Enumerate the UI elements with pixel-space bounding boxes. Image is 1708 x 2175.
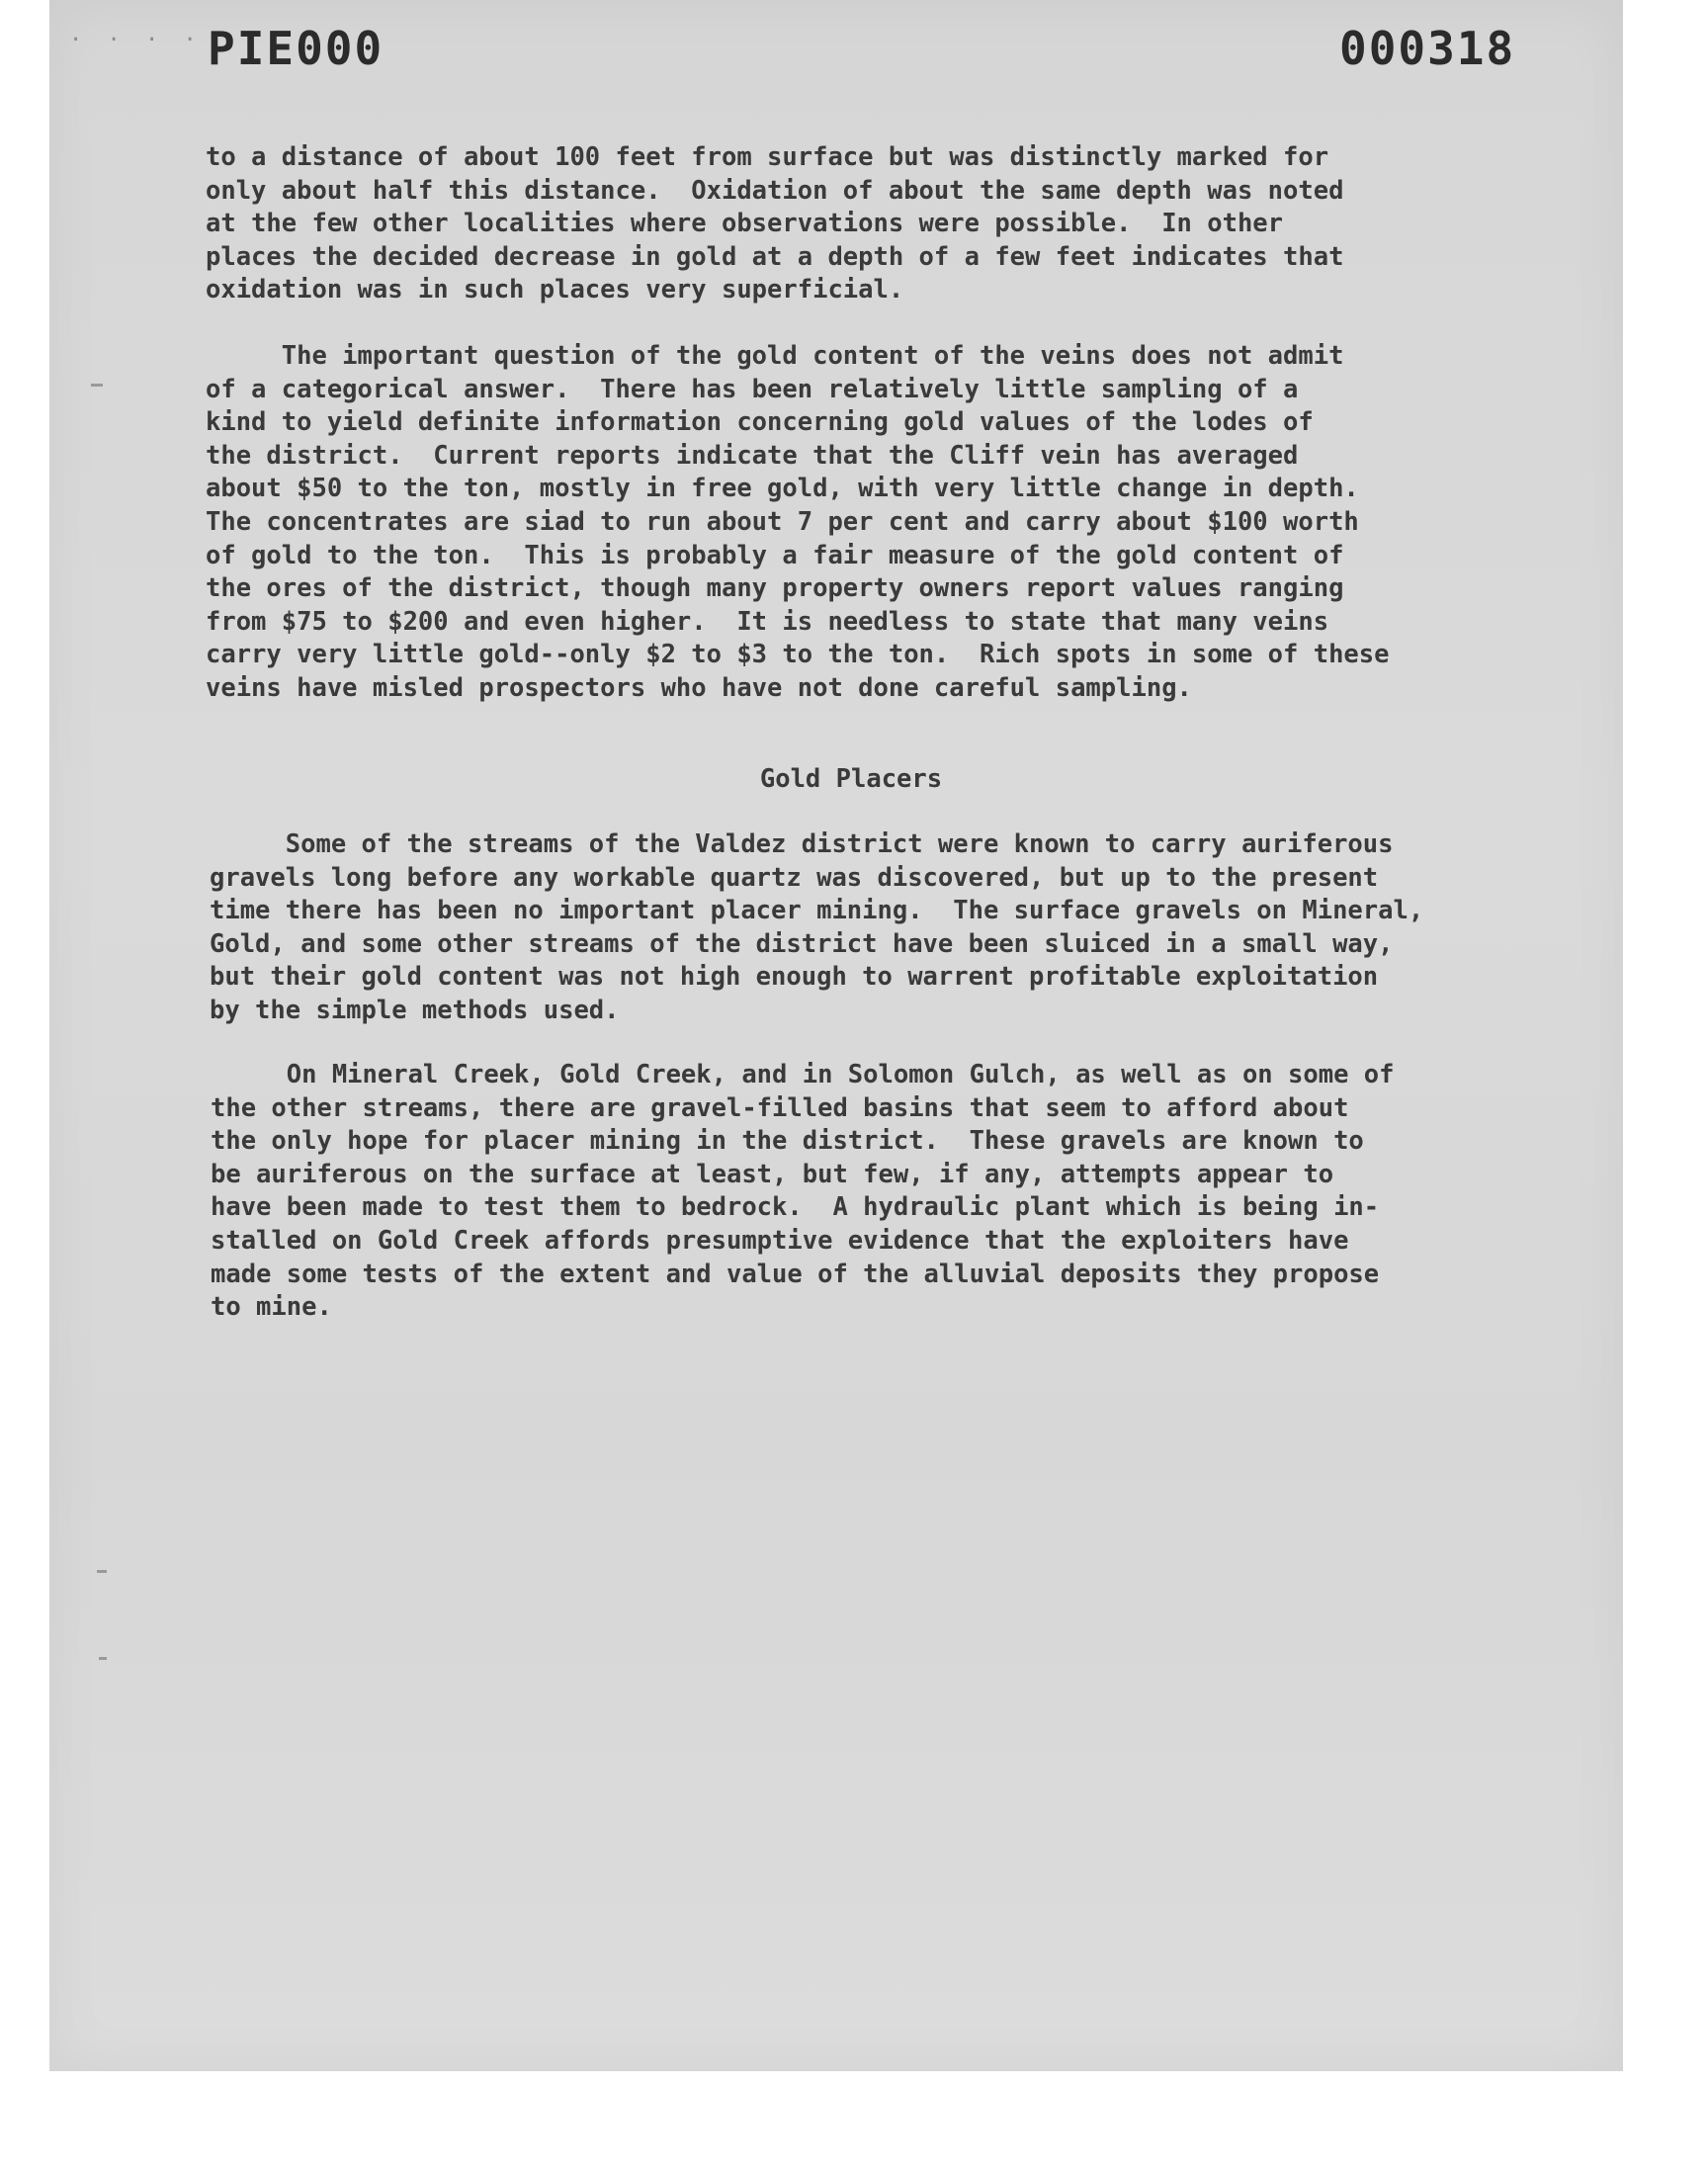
margin-mark xyxy=(97,1570,107,1573)
margin-mark xyxy=(91,384,103,387)
paragraph-oxidation: to a distance of about 100 feet from surface but was distinctly marked for only about half this distance. Oxidation of about the same depth was noted at the few other localities where observations were possible. In other places the decided decrease in gold at a depth of a few feet indicates that oxidation was in such places very superficial. xyxy=(206,142,1344,305)
paragraph-gravel-basins: On Mineral Creek, Gold Creek, and in Solomon Gulch, as well as on some of the other streams, there are gravel-filled basins that seem to afford about the only hope for placer mining in the district. These gravels are known to be auriferous on the surface at least, but few, if any, attempts appear to have been made to test them to bedrock. A hydraulic plant which is being in- stalled on Gold Creek affords presumptive evidence that the exploiters have made some tests of the extent and value of the alluvial deposits they propose to mine. xyxy=(211,1060,1395,1323)
margin-mark xyxy=(99,1657,107,1660)
scanned-page xyxy=(49,0,1623,2071)
margin-dots: · · · · xyxy=(69,28,203,52)
page-number-stamp: 000318 xyxy=(1339,22,1516,75)
paragraph-gold-content: The important question of the gold content of the veins does not admit of a categorical answer. There has been relatively little sampling of a kind to yield definite information concerning gold values of the lodes of the district. Current reports indicate that the Cliff vein has averaged about $50 to the ton, mostly in free gold, with very little change in depth. The concentrates are siad to run about 7 per cent and carry about $100 worth of gold to the ton. This is probably a fair measure of the gold content of the ores of the district, though many property owners report values ranging from $75 to $200 and even higher. It is needless to state that many veins carry very little gold--only $2 to $3 to the ton. Rich spots in some of these veins have misled prospectors who have not done careful sampling. xyxy=(206,341,1390,703)
section-heading: Gold Placers xyxy=(759,764,943,794)
document-id-stamp: PIE000 xyxy=(208,22,384,75)
paragraph-placer-streams: Some of the streams of the Valdez district were known to carry auriferous gravels long before any workable quartz was discovered, but up to the present time there has been no important placer mining. The surface gravels on Mineral, Gold, and some other streams of the district have been sluiced in a small way, but their gold content was not high enough to warrent profitable exploitation by the simple methods used. xyxy=(210,829,1424,1025)
